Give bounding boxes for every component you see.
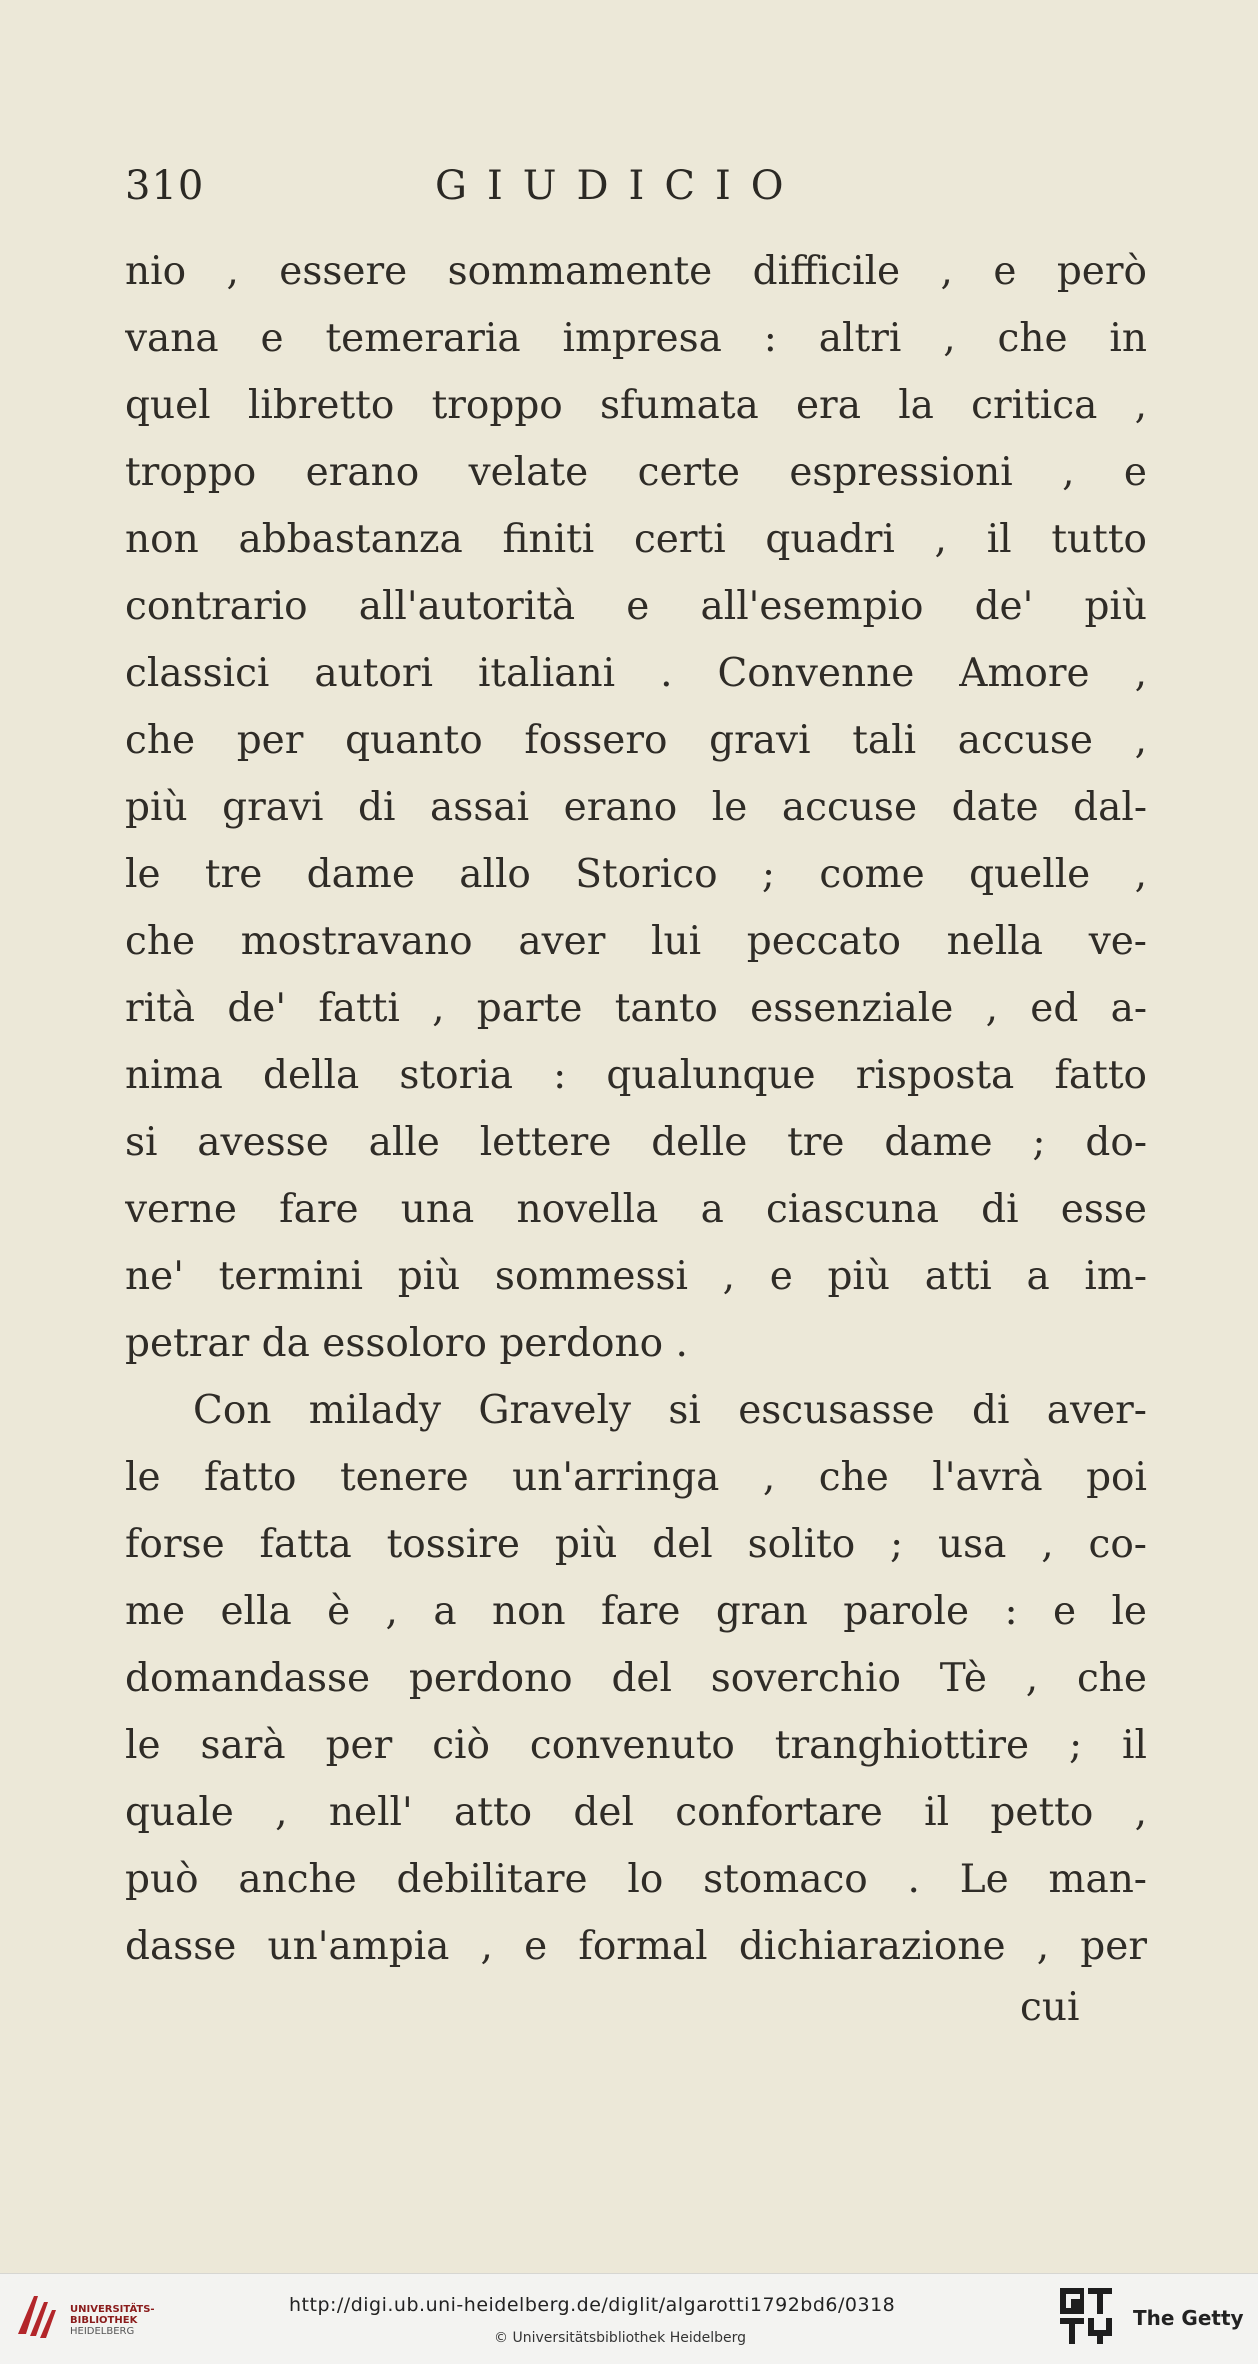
text-line: più gravi di assai erano le accuse date dal- xyxy=(125,785,1147,830)
text-line: me ella è , a non fare gran parole : e le xyxy=(125,1589,1147,1634)
catchword: cui xyxy=(1020,1985,1080,2030)
text-line: quale , nell' atto del confortare il petto , xyxy=(125,1790,1147,1835)
text-line: verne fare una novella a ciascuna di esse xyxy=(125,1187,1147,1232)
text-line: petrar da essoloro perdono . xyxy=(125,1321,688,1366)
viewer-footer xyxy=(0,2273,1258,2364)
text-line: le sarà per ciò convenuto tranghiottire ; il xyxy=(125,1723,1147,1768)
text-line: dasse un'ampia , e formal dichiarazione , per xyxy=(125,1924,1147,1969)
getty-logo-icon[interactable] xyxy=(1058,2286,1116,2348)
text-line: Con milady Gravely si escusasse di aver- xyxy=(193,1388,1147,1433)
text-line: che per quanto fossero gravi tali accuse , xyxy=(125,718,1147,763)
text-line: ne' termini più sommessi , e più atti a im- xyxy=(125,1254,1147,1299)
library-seal-icon xyxy=(12,2290,60,2342)
text-line: domandasse perdono del soverchio Tè , che xyxy=(125,1656,1147,1701)
body-text xyxy=(125,238,1147,1980)
text-line: può anche debilitare lo stomaco . Le man- xyxy=(125,1857,1147,1902)
permalink-url[interactable]: http://digi.ub.uni-heidelberg.de/diglit/algarotti1792bd6/0318 xyxy=(289,2294,896,2316)
text-line: si avesse alle lettere delle tre dame ; do- xyxy=(125,1120,1147,1165)
library-logo[interactable] xyxy=(12,2286,167,2346)
text-line: le tre dame allo Storico ; come quelle , xyxy=(125,852,1147,897)
copyright-notice: © Universitätsbibliothek Heidelberg xyxy=(494,2330,747,2346)
page-header xyxy=(125,163,1135,223)
running-head: GIUDICIO xyxy=(435,163,804,209)
library-name-line: UNIVERSITÄTS- xyxy=(70,2304,155,2315)
partner-name[interactable]: The Getty xyxy=(1133,2306,1244,2330)
text-line: troppo erano velate certe espressioni , e xyxy=(125,450,1147,495)
text-line: nima della storia : qualunque risposta fatto xyxy=(125,1053,1147,1098)
text-line: le fatto tenere un'arringa , che l'avrà poi xyxy=(125,1455,1147,1500)
library-name-line: BIBLIOTHEK xyxy=(70,2315,138,2326)
library-wordmark xyxy=(70,2304,155,2337)
text-line: che mostravano aver lui peccato nella ve- xyxy=(125,919,1147,964)
page-number: 310 xyxy=(125,163,205,209)
text-line: forse fatta tossire più del solito ; usa , co- xyxy=(125,1522,1147,1567)
library-name-line: HEIDELBERG xyxy=(70,2326,135,2337)
text-line: quel libretto troppo sfumata era la critica , xyxy=(125,383,1147,428)
text-line: non abbastanza finiti certi quadri , il tutto xyxy=(125,517,1147,562)
text-line: contrario all'autorità e all'esempio de' più xyxy=(125,584,1147,629)
text-line: rità de' fatti , parte tanto essenziale , ed a- xyxy=(125,986,1147,1031)
text-line: vana e temeraria impresa : altri , che in xyxy=(125,316,1147,361)
text-line: nio , essere sommamente difficile , e però xyxy=(125,249,1147,294)
text-line: classici autori italiani . Convenne Amore , xyxy=(125,651,1147,696)
